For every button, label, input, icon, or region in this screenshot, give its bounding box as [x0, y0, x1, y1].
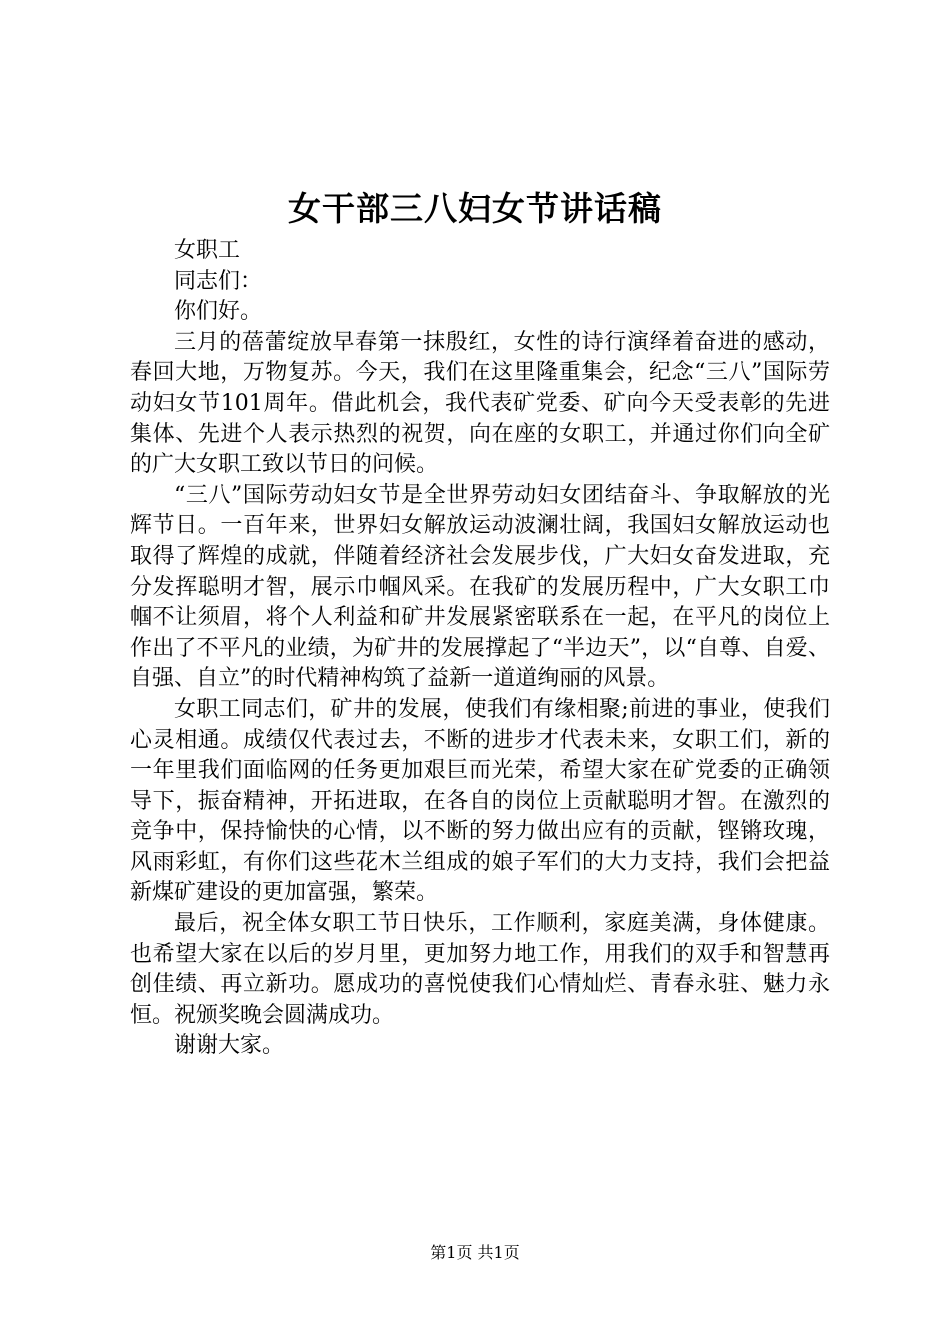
- page-number-footer: 第1页 共1页: [430, 1243, 520, 1262]
- salutation-line: 同志们：: [174, 268, 263, 294]
- salutation-line: 女职工: [174, 238, 241, 263]
- document-body: [130, 236, 830, 1062]
- closing-line: 谢谢大家。: [174, 1033, 285, 1059]
- body-paragraph: 三月的蓓蕾绽放早春第一抹殷红，女性的诗行演绎着奋进的感动，春回大地，万物复苏。今天，我们在这里隆重集会，纪念“三八”国际劳动妇女节101周年。借此机会，我代表矿党委、矿向今天受表彰的先进集体、先进个人表示热烈的祝贺，向在座的女职工，并通过你们向全矿的广大女职工致以节日的问候。: [130, 329, 830, 478]
- document-title: 女干部三八妇女节讲话稿: [288, 189, 662, 228]
- body-paragraph: “三八”国际劳动妇女节是全世界劳动妇女团结奋斗、争取解放的光辉节日。一百年来，世界妇女解放运动波澜壮阔，我国妇女解放运动也取得了辉煌的成就，伴随着经济社会发展步伐，广大妇女奋发进取，充分发挥聪明才智，展示巾帼风采。在我矿的发展历程中，广大女职工巾帼不让须眉，将个人利益和矿井发展紧密联系在一起，在平凡的岗位上作出了不平凡的业绩，为矿井的发展撑起了“半边天”，以“自尊、自爱、自强、自立”的时代精神构筑了益新一道道绚丽的风景。: [130, 482, 830, 692]
- body-paragraph: 最后，祝全体女职工节日快乐，工作顺利，家庭美满，身体健康。也希望大家在以后的岁月里，更加努力地工作，用我们的双手和智慧再创佳绩、再立新功。愿成功的喜悦使我们心情灿烂、青春永驻、魅力永恒。祝颁奖晚会圆满成功。: [130, 911, 830, 1028]
- body-paragraph: 女职工同志们，矿井的发展，使我们有缘相聚;前进的事业，使我们心灵相通。成绩仅代表过去，不断的进步才代表未来，女职工们，新的一年里我们面临网的任务更加艰巨而光荣，希望大家在矿党委的正确领导下，振奋精神，开拓进取，在各自的岗位上贡献聪明才智。在激烈的竞争中，保持愉快的心情，以不断的努力做出应有的贡献，铿锵玫瑰，风雨彩虹，有你们这些花木兰组成的娘子军们的大力支持，我们会把益新煤矿建设的更加富强，繁荣。: [130, 696, 830, 906]
- greeting-line: 你们好。: [174, 299, 263, 325]
